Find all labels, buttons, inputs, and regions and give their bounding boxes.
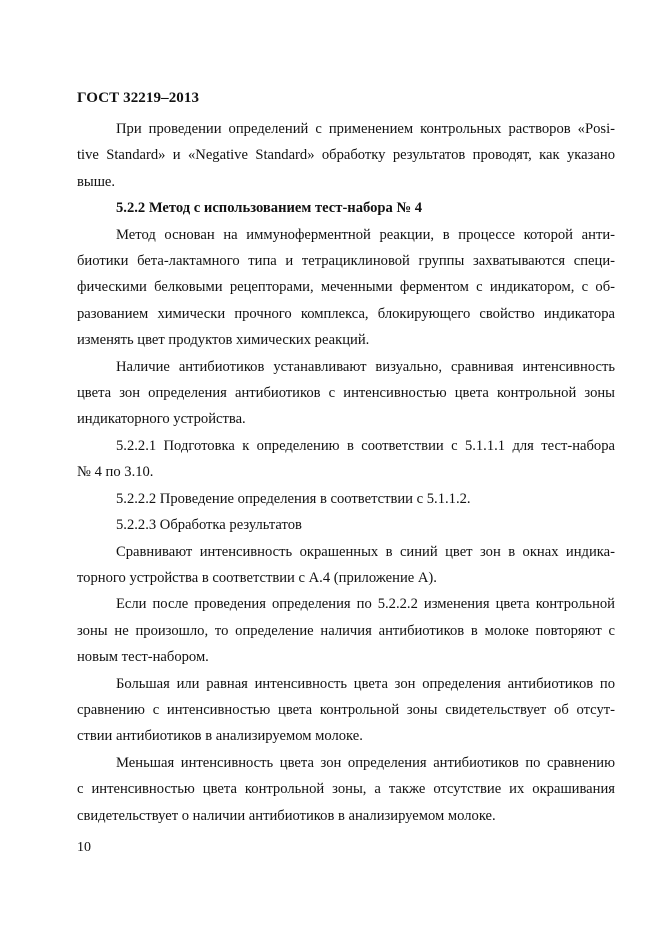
text-line: Метод основан на иммуноферментной реакции, в процессе которой анти-: [116, 226, 615, 243]
text-line: цвета зон определения антибиотиков с интенсивностью цвета контрольной зоны: [77, 385, 615, 402]
text-line: При проведении определений с применением контрольных растворов «Posi-: [116, 121, 615, 137]
paragraph-visual-detection: [77, 354, 615, 433]
text-line: 5.2.2.1 Подготовка к определению в соответствии с 5.1.1.1 для тест-набора: [116, 437, 615, 454]
text-line: зоны не произошло, то определение наличия антибиотиков в молоке повторяют с: [77, 622, 615, 639]
paragraph-method-description: [77, 222, 615, 354]
paragraph-5-2-2-1: [77, 433, 615, 486]
text-line: разованием химически прочного комплекса, блокирующего свойство индикатора: [77, 305, 615, 322]
text-line: с интенсивностью цвета контрольной зоны, а также отсутствие их окрашивания: [77, 781, 615, 798]
text-line: выше.: [77, 173, 116, 190]
document-body: [77, 116, 615, 829]
text-line: Сравнивают интенсивность окрашенных в синий цвет зон в окнах индика-: [116, 543, 615, 560]
text-line: биотики бета-лактамного типа и тетрациклиновой группы захватываются специ-: [77, 253, 615, 270]
text-line: фическими белковыми рецепторами, меченными ферментом с индикатором, с об-: [77, 279, 615, 296]
text-line: tive Standard» и «Negative Standard» обработку результатов проводят, как указано: [77, 147, 615, 164]
text-line: Наличие антибиотиков устанавливают визуально, сравнивая интенсивность: [116, 358, 615, 375]
text-line: новым тест-набором.: [77, 649, 209, 666]
paragraph-5-2-2-2: [77, 486, 615, 512]
text-line: ствии антибиотиков в анализируемом молоке.: [77, 728, 363, 745]
text-line: торного устройства в соответствии с А.4 (приложение А).: [77, 569, 437, 586]
paragraph-repeat-test: [77, 591, 615, 670]
paragraph-greater-intensity: [77, 671, 615, 750]
text-line: Меньшая интенсивность цвета зон определения антибиотиков по сравнению: [116, 754, 615, 771]
text-line: 5.2.2.3 Обработка результатов: [116, 517, 302, 534]
text-line: № 4 по 3.10.: [77, 464, 154, 481]
paragraph-lesser-intensity: [77, 750, 615, 829]
text-line: 5.2.2.2 Проведение определения в соответствии с 5.1.1.2.: [116, 490, 471, 507]
page-number: 10: [77, 840, 91, 855]
paragraph-compare-intensity: [77, 539, 615, 592]
text-line: индикаторного устройства.: [77, 411, 246, 428]
paragraph-5-2-2-3: [77, 512, 615, 538]
text-line: сравнению с интенсивностью цвета контрольной зоны свидетельствует об отсут-: [77, 701, 615, 718]
paragraph-positive-negative-standard: [77, 116, 615, 195]
text-line: изменять цвет продуктов химических реакций.: [77, 332, 370, 349]
document-header: ГОСТ 32219–2013: [77, 90, 200, 106]
text-line: свидетельствует о наличии антибиотиков в анализируемом молоке.: [77, 807, 496, 824]
text-line: Большая или равная интенсивность цвета зон определения антибиотиков по: [116, 675, 615, 692]
text-line: Если после проведения определения по 5.2.2.2 изменения цвета контрольной: [116, 596, 615, 613]
section-title-5-2-2: 5.2.2 Метод с использованием тест-набора № 4: [116, 200, 423, 217]
